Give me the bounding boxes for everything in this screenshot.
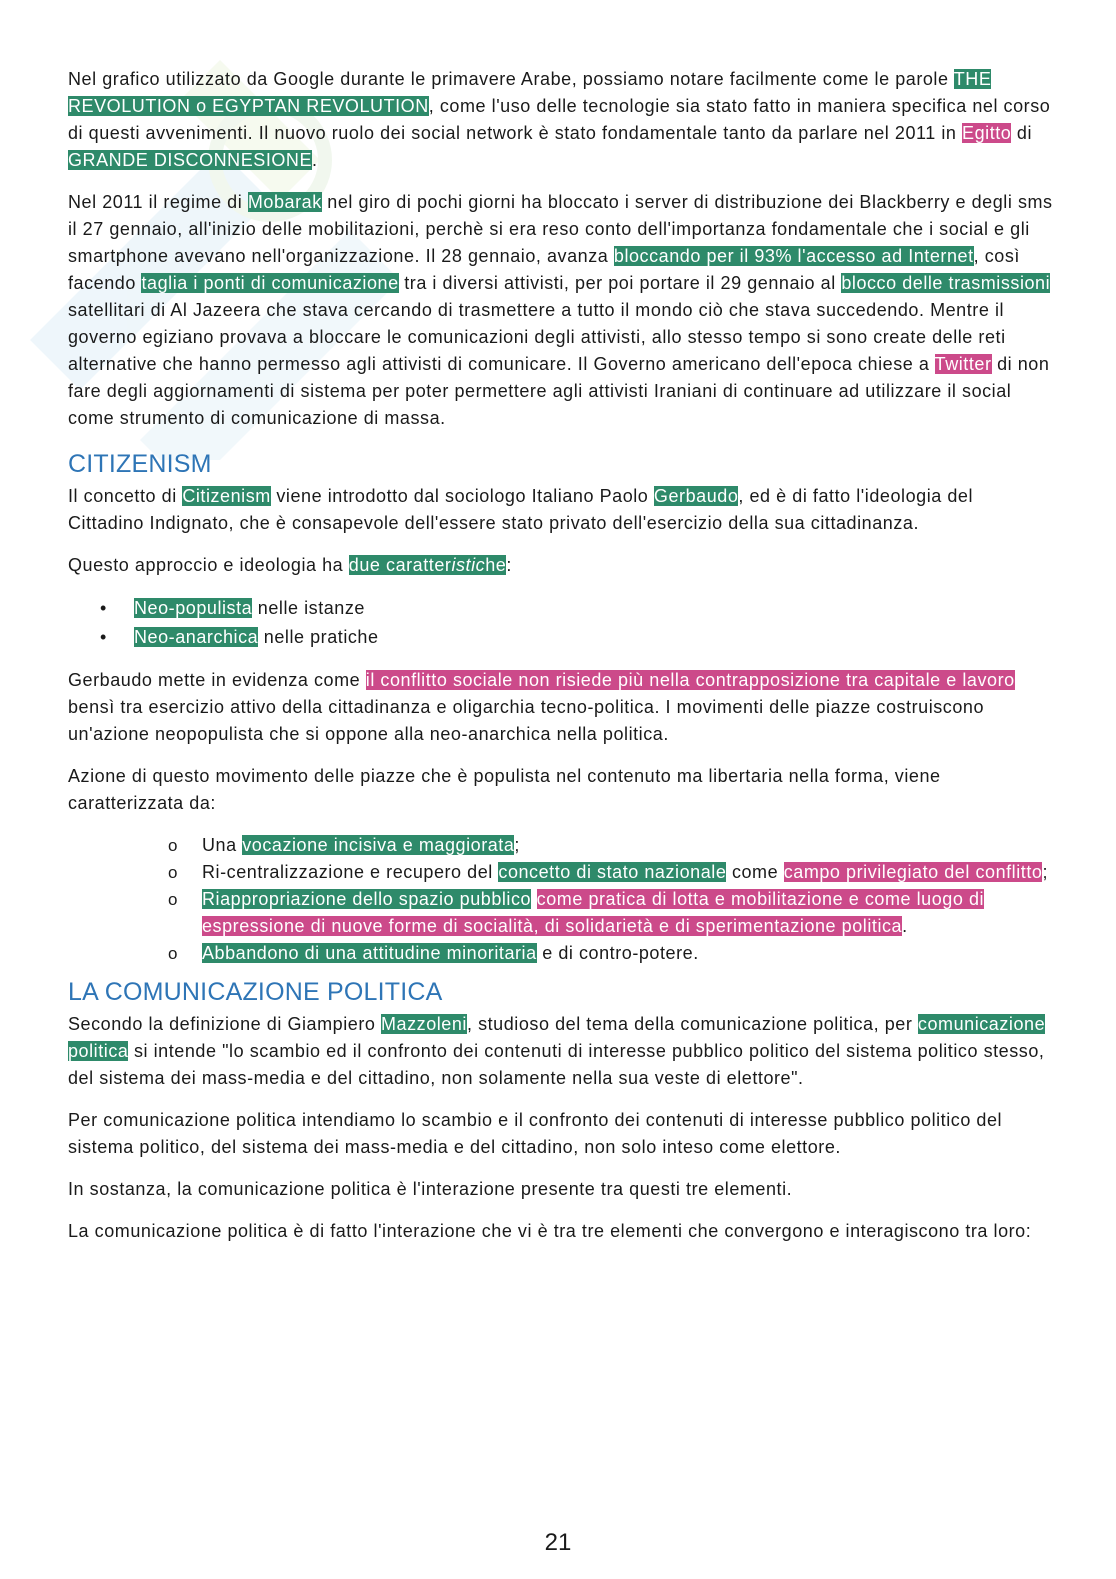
paragraph-approccio	[68, 552, 1053, 579]
text: :	[506, 555, 512, 575]
circle-bullet-icon: o	[168, 863, 179, 882]
text: di non fare degli aggiornamenti di sistema per poter permettere agli attivisti Iraniani di continuare ad utilizzare il social come strumento di comunicazione di massa.	[68, 354, 1050, 428]
highlight-bloccando-internet: bloccando per il 93% l'accesso ad Internet	[613, 246, 974, 266]
text: ;	[1042, 862, 1049, 882]
list-item	[68, 594, 1053, 623]
text: Gerbaudo mette in evidenza come	[68, 670, 366, 690]
highlight-blocco-trasmissioni: blocco delle trasmissioni	[841, 273, 1051, 293]
text: Una	[202, 835, 243, 855]
highlight-mobarak: Mobarak	[247, 192, 322, 212]
circle-list	[68, 832, 1053, 967]
highlight-neo-anarchica: Neo-anarchica	[134, 627, 259, 647]
paragraph-mobarak	[68, 189, 1053, 432]
paragraph-google-chart	[68, 66, 1053, 174]
highlight-taglia-ponti: taglia i ponti di comunicazione	[141, 273, 399, 293]
paragraph-gerbaudo	[68, 667, 1053, 748]
text: bensì tra esercizio attivo della cittadinanza e oligarchia tecno-politica. I movimenti delle piazze costruiscono un'azione neopopulista che si oppone alla neo-anarchica nella politica.	[68, 697, 985, 744]
heading-comunicazione-politica: LA COMUNICAZIONE POLITICA	[68, 978, 443, 1006]
paragraph-mazzoleni	[68, 1011, 1053, 1092]
highlight-gerbaudo: Gerbaudo	[653, 486, 739, 506]
highlight-stato-nazionale: concetto di stato nazionale	[498, 862, 727, 882]
list-item	[68, 859, 1053, 886]
highlight-revolution: THE REVOLUTION o EGYPTAN REVOLUTION	[68, 69, 992, 116]
paragraph-interazione: La comunicazione politica è di fatto l'interazione che vi è tra tre elementi che convergono e interagiscono tra loro:	[68, 1221, 1032, 1241]
text: Questo approccio e ideologia ha	[68, 555, 349, 575]
highlight-neo-populista: Neo-populista	[134, 598, 253, 618]
highlight-pratica-lotta: come pratica di lotta e mobilitazione e come luogo di espressione di nuove forme di socialità, di solidarietà e di sperimentazione politica	[202, 889, 985, 936]
highlight-spazio-pubblico: Riappropriazione dello spazio pubblico	[202, 889, 532, 909]
text-italic: istic	[451, 555, 486, 575]
list-item	[68, 886, 1053, 940]
highlight-campo-privilegiato: campo privilegiato del conflitto	[783, 862, 1043, 882]
highlight-vocazione: vocazione incisiva e maggiorata	[242, 835, 515, 855]
text: e di contro-potere.	[536, 943, 699, 963]
text: satellitari di Al Jazeera che stava cercando di trasmettere a tutto il mondo ciò che stava succedendo. Mentre il governo egiziano provava a bloccare le comunicazioni degli attivisti, allo stesso tempo si sono create delle reti alternative che hanno permesso agli attivisti di comunicare. Il Governo americano dell'epoca chiese a	[68, 300, 1006, 374]
paragraph-citizenism	[68, 483, 1053, 537]
text: , ed è di fatto l'ideologia del Cittadino Indignato, che è consapevole dell'essere stato privato dell'esercizio della sua cittadinanza.	[68, 486, 974, 533]
highlight-attitudine-minoritaria: Abbandono di una attitudine minoritaria	[202, 943, 537, 963]
text: viene introdotto dal sociologo Italiano Paolo	[270, 486, 654, 506]
highlight-egitto: Egitto	[962, 123, 1012, 143]
bullet-list	[68, 594, 1053, 652]
highlight-mazzoleni: Mazzoleni	[380, 1014, 467, 1034]
text: ;	[514, 835, 520, 855]
bullet-icon: •	[100, 627, 107, 647]
text: si intende "lo scambio ed il confronto dei contenuti di interesse pubblico politico del sistema politico stesso, del sistema dei mass-media e del cittadino, non solamente nella sua veste di elettore".	[68, 1041, 1045, 1088]
text: Secondo la definizione di Giampiero	[68, 1014, 381, 1034]
page-number: 21	[544, 1529, 572, 1556]
list-item	[68, 623, 1053, 652]
text: nelle istanze	[252, 598, 365, 618]
text	[531, 889, 537, 909]
text: tra i diversi attivisti, per poi portare il 29 gennaio al	[398, 273, 842, 293]
text: , come l'uso delle tecnologie sia stato fatto in maniera specifica nel corso di questi avvenimenti. Il nuovo ruolo dei social network è stato fondamentale tanto da parlare nel 2011 in	[68, 96, 1051, 143]
bullet-icon: •	[100, 598, 107, 618]
circle-bullet-icon: o	[168, 836, 179, 855]
heading-citizenism: CITIZENISM	[68, 450, 212, 478]
highlight-due-caratteristiche	[349, 555, 507, 575]
text: Ri-centralizzazione e recupero del	[202, 862, 499, 882]
text: di	[1011, 123, 1033, 143]
circle-bullet-icon: o	[168, 890, 179, 909]
document-body	[68, 66, 1053, 1260]
highlight-conflitto-sociale: il conflitto sociale non risiede più nella contrapposizione tra capitale e lavoro	[365, 670, 1015, 690]
text: nelle pratiche	[258, 627, 379, 647]
highlight-twitter: Twitter	[934, 354, 992, 374]
text: Nel 2011 il regime di	[68, 192, 248, 212]
text: .	[902, 916, 908, 936]
highlight-grande-disconnesione: GRANDE DISCONNESIONE	[68, 150, 313, 170]
paragraph-sostanza: In sostanza, la comunicazione politica è l'interazione presente tra questi tre elementi.	[68, 1179, 793, 1199]
text: nel giro di pochi giorni ha bloccato i server di distribuzione dei Blackberry e degli sms il 27 gennaio, all'inizio delle mobilitazioni, perchè si era reso conto dell'importanza fondamentale che i social e gli smartphone avevano nell'organizzazione. Il 28 gennaio, avanza	[68, 192, 1053, 266]
highlight-citizenism: Citizenism	[182, 486, 271, 506]
text: Il concetto di	[68, 486, 183, 506]
text: due caratter	[348, 555, 452, 575]
text: come	[726, 862, 784, 882]
paragraph-azione: Azione di questo movimento delle piazze che è populista nel contenuto ma libertaria nella forma, viene caratterizzata da:	[68, 766, 941, 813]
text: .	[312, 150, 318, 170]
text: , studioso del tema della comunicazione politica, per	[466, 1014, 918, 1034]
list-item	[68, 940, 1053, 967]
text: he	[485, 555, 507, 575]
text: , così facendo	[68, 246, 1020, 293]
highlight-comunicazione-politica: comunicazione politica	[68, 1014, 1046, 1061]
text: Nel grafico utilizzato da Google durante le primavere Arabe, possiamo notare facilmente come le parole	[68, 69, 954, 89]
paragraph-definizione: Per comunicazione politica intendiamo lo scambio e il confronto dei contenuti di interesse pubblico politico del sistema politico, del sistema dei mass-media e del cittadino, non solo inteso come elettore.	[68, 1110, 1003, 1157]
list-item	[68, 832, 1053, 859]
circle-bullet-icon: o	[168, 944, 179, 963]
